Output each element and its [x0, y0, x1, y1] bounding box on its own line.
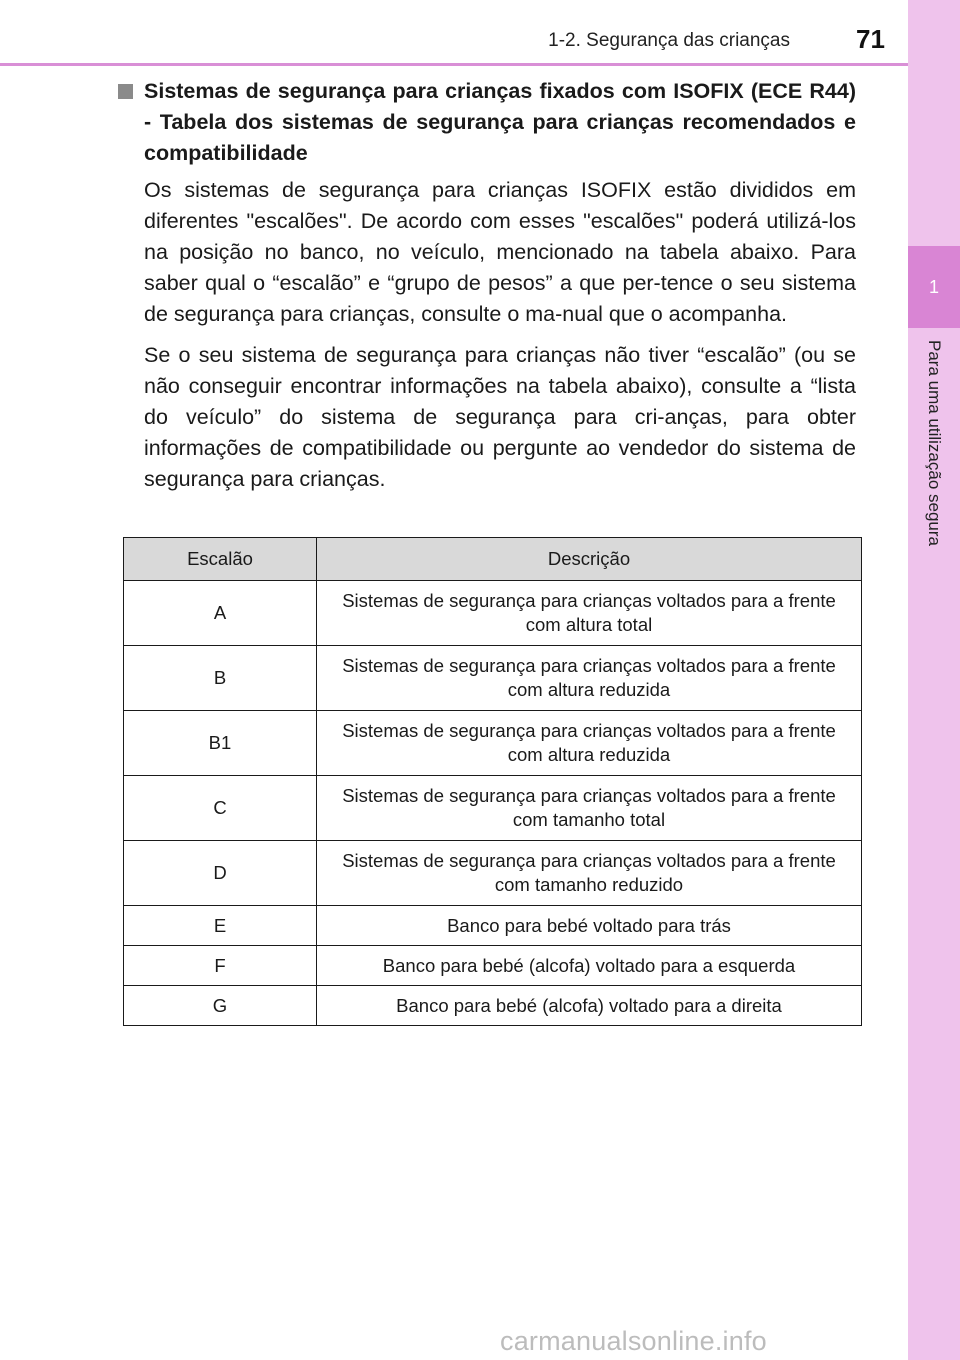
table-header-row: [124, 538, 862, 581]
table-row: [124, 581, 862, 646]
isofix-class-table: [123, 537, 862, 1026]
column-header-escalao: Escalão: [124, 538, 317, 581]
page-number: 71: [856, 24, 885, 54]
bullet-square-icon: [118, 84, 133, 99]
class-description: Sistemas de segurança para crianças voltados para a frente com altura reduzida: [317, 711, 862, 776]
paragraph: Se o seu sistema de segurança para crianças não tiver “escalão” (ou se não conseguir encontrar informações na tabela abaixo), consulte a “lista do veículo” do sistema de segurança para cri-anças, para obter informações de compatibilidade ou pergunte ao vendedor do sistema de segurança para crianças.: [144, 343, 856, 491]
chapter-number: 1: [908, 246, 960, 328]
main-content: [118, 76, 856, 495]
class-code: C: [124, 776, 317, 841]
class-description: Sistemas de segurança para crianças voltados para a frente com altura reduzida: [317, 646, 862, 711]
class-description: Banco para bebé voltado para trás: [317, 906, 862, 946]
header-section-title: 1-2. Segurança das crianças: [548, 30, 790, 51]
chapter-side-tab: [908, 0, 960, 1360]
class-description: Banco para bebé (alcofa) voltado para a esquerda: [317, 946, 862, 986]
table-row: [124, 841, 862, 906]
class-code: E: [124, 906, 317, 946]
table-row: [124, 906, 862, 946]
table-row: [124, 946, 862, 986]
class-description: Sistemas de segurança para crianças voltados para a frente com altura total: [317, 581, 862, 646]
watermark: carmanualsonline.info: [500, 1326, 767, 1356]
class-description: Sistemas de segurança para crianças voltados para a frente com tamanho total: [317, 776, 862, 841]
paragraph: Os sistemas de segurança para crianças ISOFIX estão divididos em diferentes "escalões". De acordo com esses "escalões" poderá utilizá-los na posição no banco, no veículo, mencionado na tabela abaixo. Para saber qual o “escalão” e “grupo de pesos” a que per-tence o seu sistema de segurança para crianças, consulte o ma-nual que o acompanha.: [144, 178, 856, 326]
section-heading-text: Sistemas de segurança para crianças fixados com ISOFIX (ECE R44) - Tabela dos sistemas de segurança para crianças recomendados e compatibilidade: [144, 79, 856, 165]
class-description: Sistemas de segurança para crianças voltados para a frente com tamanho reduzido: [317, 841, 862, 906]
class-code: B: [124, 646, 317, 711]
column-header-descricao: Descrição: [317, 538, 862, 581]
class-code: G: [124, 986, 317, 1026]
table-row: [124, 646, 862, 711]
class-code: F: [124, 946, 317, 986]
table-row: [124, 776, 862, 841]
header-rule: [0, 63, 908, 66]
section-heading: [118, 76, 856, 169]
class-code: A: [124, 581, 317, 646]
class-description: Banco para bebé (alcofa) voltado para a direita: [317, 986, 862, 1026]
class-code: D: [124, 841, 317, 906]
table-row: [124, 711, 862, 776]
table-row: [124, 986, 862, 1026]
class-code: B1: [124, 711, 317, 776]
chapter-title: Para uma utilização segura: [925, 340, 944, 547]
